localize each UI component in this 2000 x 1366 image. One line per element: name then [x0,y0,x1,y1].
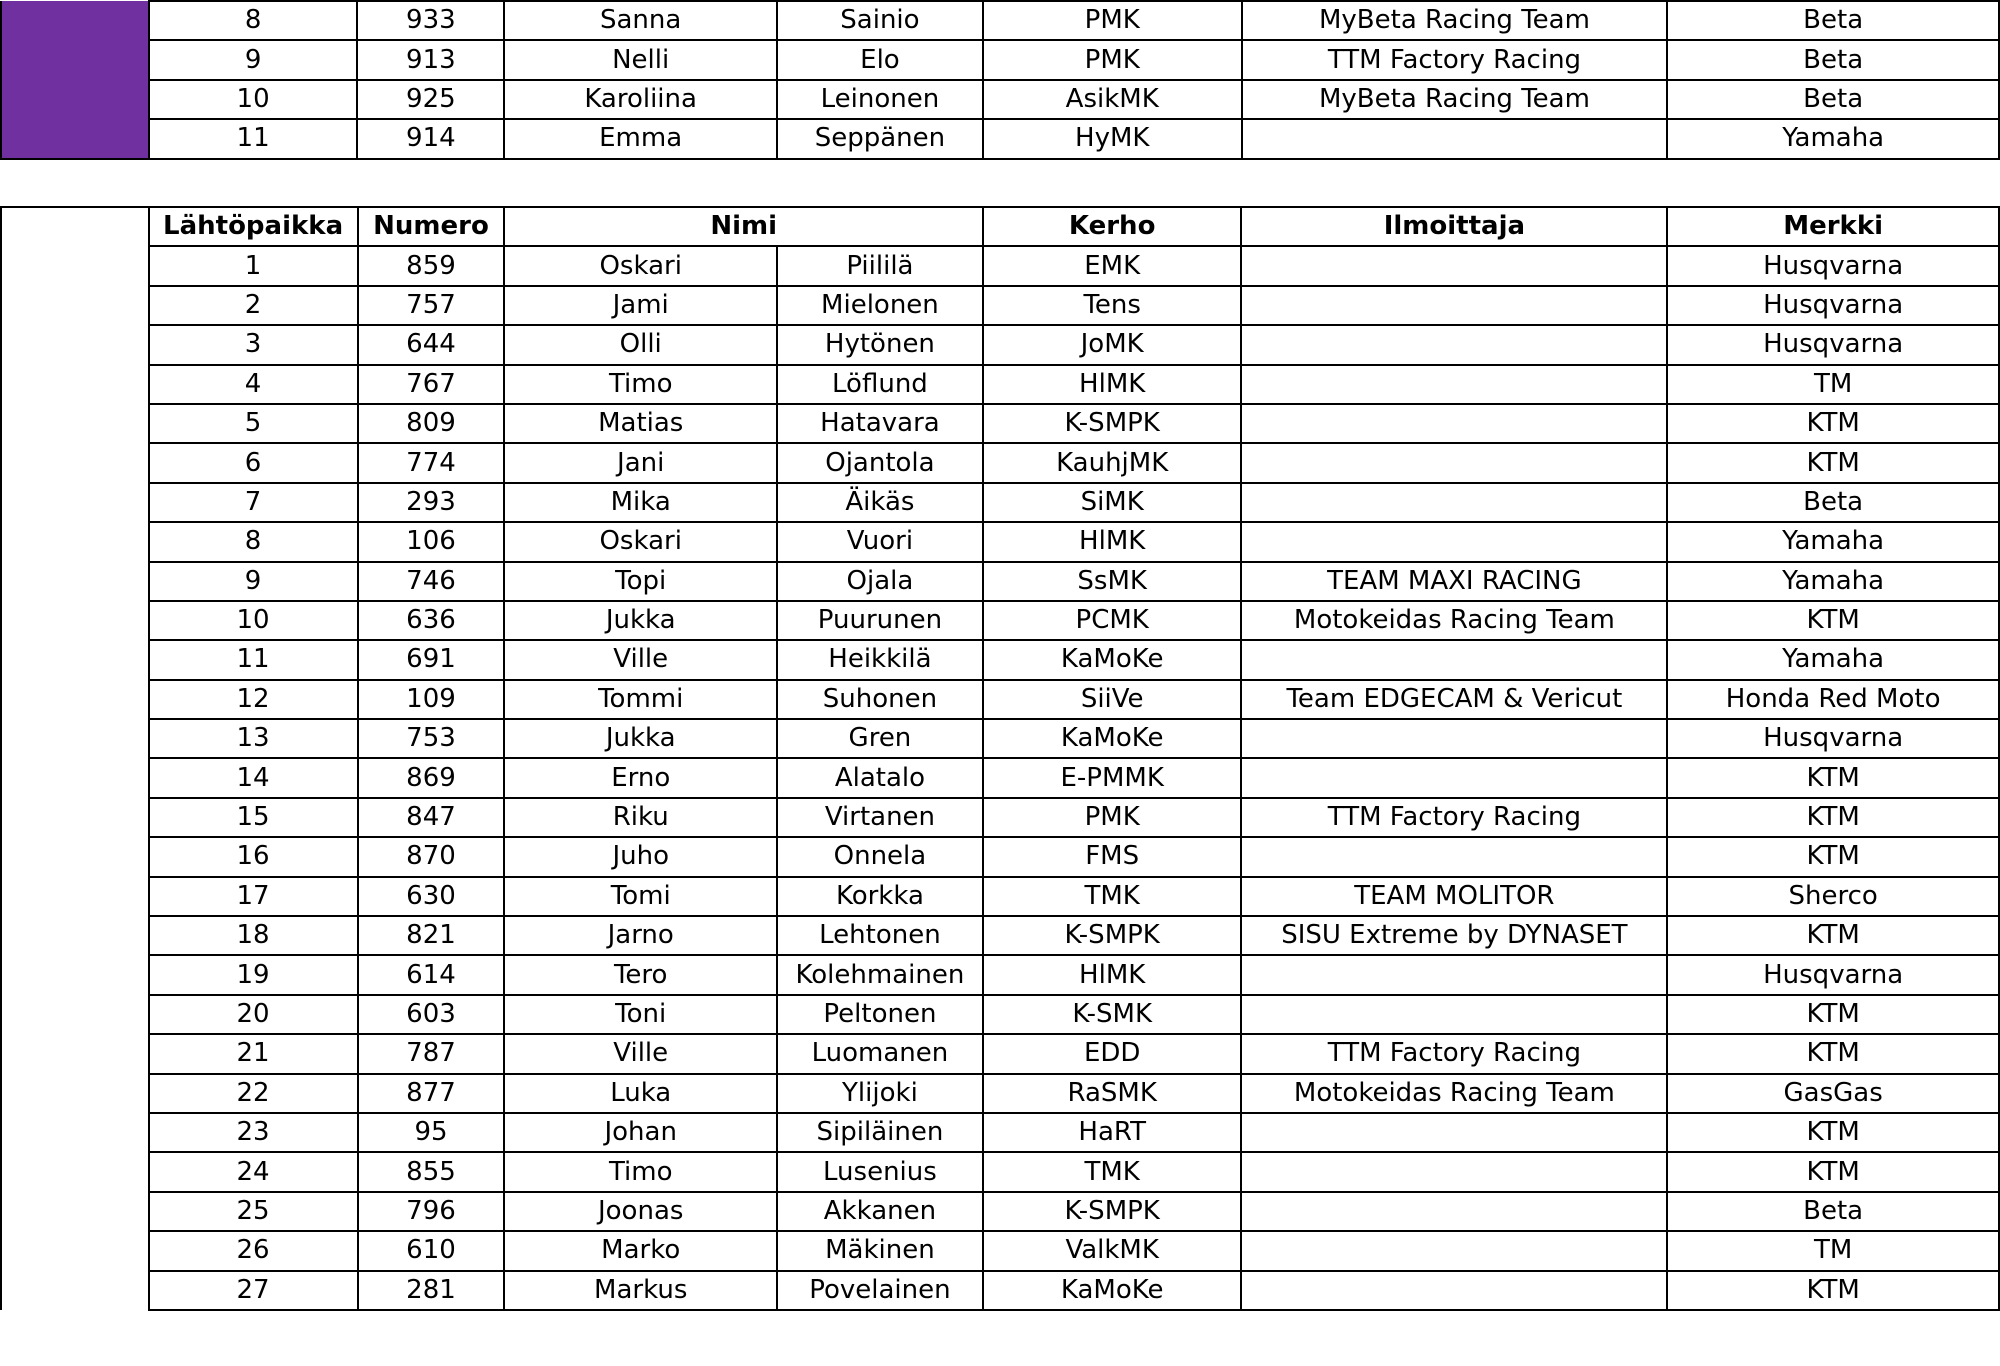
table-row [1,601,1999,640]
first-name-cell: Karoliina [504,80,777,119]
start-position-cell: 10 [149,80,358,119]
table-row [1,1113,1999,1152]
start-position-cell: 19 [149,955,358,994]
last-name-cell: Akkanen [777,1192,983,1231]
last-name-cell: Luomanen [777,1034,983,1073]
start-position-cell: 12 [149,680,358,719]
start-position-cell: 27 [149,1271,358,1310]
start-position-cell: 23 [149,1113,358,1152]
brand-cell: Beta [1667,80,1999,119]
table-row [1,1,1999,40]
table-row [1,1034,1999,1073]
number-cell: 746 [358,562,505,601]
brand-cell: KTM [1667,601,1999,640]
first-name-cell: Oskari [504,246,777,285]
club-cell: TMK [983,1152,1242,1191]
first-name-cell: Emma [504,119,777,158]
entrant-cell [1241,404,1667,443]
last-name-cell: Ojala [777,562,983,601]
brand-cell: KTM [1667,916,1999,955]
number-cell: 870 [358,837,505,876]
entrant-cell [1242,119,1668,158]
brand-cell: Yamaha [1667,562,1999,601]
entrant-cell [1241,522,1667,561]
brand-cell: KTM [1667,837,1999,876]
last-name-cell: Sainio [777,1,983,40]
last-name-cell: Hytönen [777,325,983,364]
table-row [1,758,1999,797]
entrant-cell: TEAM MOLITOR [1241,877,1667,916]
last-name-cell: Löflund [777,365,983,404]
side-column [1,207,149,1310]
last-name-cell: Alatalo [777,758,983,797]
start-position-cell: 18 [149,916,358,955]
brand-cell: KTM [1667,995,1999,1034]
header-name: Nimi [504,207,982,246]
brand-cell: Beta [1667,1,1999,40]
first-name-cell: Jani [504,443,777,482]
header-club: Kerho [983,207,1242,246]
table-row [1,286,1999,325]
club-cell: RaSMK [983,1074,1242,1113]
table-row [1,877,1999,916]
last-name-cell: Ojantola [777,443,983,482]
start-position-cell: 22 [149,1074,358,1113]
entrant-cell [1241,719,1667,758]
first-name-cell: Jami [504,286,777,325]
table-row [1,404,1999,443]
number-cell: 636 [358,601,505,640]
brand-cell: Yamaha [1667,522,1999,561]
number-cell: 933 [357,1,504,40]
first-name-cell: Nelli [504,40,777,79]
top-results-body [1,1,1999,159]
brand-cell: GasGas [1667,1074,1999,1113]
brand-cell: KTM [1667,1271,1999,1310]
last-name-cell: Puurunen [777,601,983,640]
number-cell: 855 [358,1152,505,1191]
brand-cell: KTM [1667,758,1999,797]
entrant-cell [1241,995,1667,1034]
entrant-cell [1241,483,1667,522]
start-position-cell: 9 [149,40,358,79]
club-cell: PMK [983,1,1242,40]
start-position-cell: 2 [149,286,358,325]
entrant-cell: TEAM MAXI RACING [1241,562,1667,601]
club-cell: K-SMK [983,995,1242,1034]
club-cell: KaMoKe [983,640,1242,679]
club-cell: HyMK [983,119,1242,158]
number-cell: 109 [358,680,505,719]
first-name-cell: Oskari [504,522,777,561]
first-name-cell: Ville [504,640,777,679]
entrant-cell [1241,1152,1667,1191]
club-cell: EDD [983,1034,1242,1073]
entrant-cell [1241,1231,1667,1270]
entrant-cell [1241,443,1667,482]
last-name-cell: Mäkinen [777,1231,983,1270]
last-name-cell: Äikäs [777,483,983,522]
brand-cell: Husqvarna [1667,325,1999,364]
table-row [1,365,1999,404]
start-position-cell: 8 [149,522,358,561]
start-position-cell: 24 [149,1152,358,1191]
first-name-cell: Timo [504,365,777,404]
club-cell: K-SMPK [983,1192,1242,1231]
last-name-cell: Leinonen [777,80,983,119]
first-name-cell: Erno [504,758,777,797]
table-row [1,640,1999,679]
first-name-cell: Tommi [504,680,777,719]
entrant-cell [1241,325,1667,364]
first-name-cell: Ville [504,1034,777,1073]
last-name-cell: Kolehmainen [777,955,983,994]
start-position-cell: 9 [149,562,358,601]
first-name-cell: Olli [504,325,777,364]
table-row [1,1231,1999,1270]
start-position-cell: 11 [149,119,358,158]
club-cell: FMS [983,837,1242,876]
last-name-cell: Hatavara [777,404,983,443]
number-cell: 796 [358,1192,505,1231]
table-row [1,1074,1999,1113]
entrant-cell [1241,955,1667,994]
table-row [1,483,1999,522]
brand-cell: Husqvarna [1667,246,1999,285]
brand-cell: Beta [1667,1192,1999,1231]
first-name-cell: Topi [504,562,777,601]
entrant-cell [1241,1271,1667,1310]
side-color-block [1,1,149,159]
club-cell: KaMoKe [983,1271,1242,1310]
table-row [1,995,1999,1034]
club-cell: PCMK [983,601,1242,640]
header-row [1,207,1999,246]
last-name-cell: Suhonen [777,680,983,719]
start-position-cell: 4 [149,365,358,404]
start-position-cell: 10 [149,601,358,640]
first-name-cell: Markus [504,1271,777,1310]
start-position-cell: 3 [149,325,358,364]
first-name-cell: Riku [504,798,777,837]
entrant-cell [1241,365,1667,404]
table-row [1,80,1999,119]
number-cell: 914 [357,119,504,158]
entrant-cell [1241,837,1667,876]
start-position-cell: 25 [149,1192,358,1231]
number-cell: 767 [358,365,505,404]
table-row [1,837,1999,876]
entrant-cell: Motokeidas Racing Team [1241,1074,1667,1113]
last-name-cell: Seppänen [777,119,983,158]
table-row [1,1271,1999,1310]
start-position-cell: 16 [149,837,358,876]
club-cell: HlMK [983,955,1242,994]
number-cell: 106 [358,522,505,561]
table-row [1,40,1999,79]
entrant-cell: Motokeidas Racing Team [1241,601,1667,640]
start-position-cell: 11 [149,640,358,679]
club-cell: K-SMPK [983,404,1242,443]
first-name-cell: Tero [504,955,777,994]
start-list-body [1,207,1999,1310]
number-cell: 787 [358,1034,505,1073]
first-name-cell: Matias [504,404,777,443]
club-cell: ValkMK [983,1231,1242,1270]
last-name-cell: Povelainen [777,1271,983,1310]
start-position-cell: 20 [149,995,358,1034]
start-position-cell: 13 [149,719,358,758]
first-name-cell: Marko [504,1231,777,1270]
brand-cell: KTM [1667,443,1999,482]
number-cell: 281 [358,1271,505,1310]
number-cell: 859 [358,246,505,285]
last-name-cell: Elo [777,40,983,79]
number-cell: 809 [358,404,505,443]
club-cell: SiiVe [983,680,1242,719]
entrant-cell: TTM Factory Racing [1241,798,1667,837]
number-cell: 603 [358,995,505,1034]
table-row [1,562,1999,601]
table-row [1,955,1999,994]
club-cell: TMK [983,877,1242,916]
number-cell: 877 [358,1074,505,1113]
club-cell: HlMK [983,522,1242,561]
last-name-cell: Peltonen [777,995,983,1034]
entrant-cell [1241,640,1667,679]
brand-cell: KTM [1667,798,1999,837]
entrant-cell: SISU Extreme by DYNASET [1241,916,1667,955]
club-cell: SsMK [983,562,1242,601]
first-name-cell: Juho [504,837,777,876]
start-position-cell: 14 [149,758,358,797]
number-cell: 610 [358,1231,505,1270]
last-name-cell: Ylijoki [777,1074,983,1113]
brand-cell: TM [1667,1231,1999,1270]
entrant-cell: TTM Factory Racing [1242,40,1668,79]
brand-cell: KTM [1667,1113,1999,1152]
brand-cell: TM [1667,365,1999,404]
entrant-cell: TTM Factory Racing [1241,1034,1667,1073]
club-cell: HaRT [983,1113,1242,1152]
table-row [1,443,1999,482]
table-row [1,680,1999,719]
brand-cell: Sherco [1667,877,1999,916]
entrant-cell [1241,246,1667,285]
first-name-cell: Jukka [504,601,777,640]
entrant-cell: Team EDGECAM & Vericut [1241,680,1667,719]
start-position-cell: 21 [149,1034,358,1073]
start-position-cell: 17 [149,877,358,916]
brand-cell: Honda Red Moto [1667,680,1999,719]
first-name-cell: Toni [504,995,777,1034]
club-cell: KaMoKe [983,719,1242,758]
brand-cell: KTM [1667,404,1999,443]
start-position-cell: 5 [149,404,358,443]
table-row [1,798,1999,837]
first-name-cell: Jarno [504,916,777,955]
first-name-cell: Mika [504,483,777,522]
number-cell: 95 [358,1113,505,1152]
brand-cell: Yamaha [1667,640,1999,679]
club-cell: Tens [983,286,1242,325]
entrant-cell: MyBeta Racing Team [1242,80,1668,119]
first-name-cell: Timo [504,1152,777,1191]
number-cell: 869 [358,758,505,797]
number-cell: 913 [357,40,504,79]
last-name-cell: Mielonen [777,286,983,325]
number-cell: 757 [358,286,505,325]
entrant-cell [1241,1113,1667,1152]
club-cell: KauhjMK [983,443,1242,482]
last-name-cell: Lehtonen [777,916,983,955]
first-name-cell: Tomi [504,877,777,916]
start-list-table [0,206,2000,1311]
club-cell: AsikMK [983,80,1242,119]
entrant-cell: MyBeta Racing Team [1242,1,1668,40]
header-entrant: Ilmoittaja [1241,207,1667,246]
entrant-cell [1241,1192,1667,1231]
last-name-cell: Onnela [777,837,983,876]
start-position-cell: 1 [149,246,358,285]
number-cell: 821 [358,916,505,955]
number-cell: 753 [358,719,505,758]
first-name-cell: Luka [504,1074,777,1113]
table-row [1,325,1999,364]
brand-cell: KTM [1667,1034,1999,1073]
header-brand: Merkki [1667,207,1999,246]
table-row [1,246,1999,285]
number-cell: 925 [357,80,504,119]
last-name-cell: Virtanen [777,798,983,837]
number-cell: 614 [358,955,505,994]
number-cell: 847 [358,798,505,837]
brand-cell: Beta [1667,40,1999,79]
first-name-cell: Joonas [504,1192,777,1231]
first-name-cell: Jukka [504,719,777,758]
club-cell: PMK [983,40,1242,79]
club-cell: PMK [983,798,1242,837]
entrant-cell [1241,758,1667,797]
header-start-position: Lähtöpaikka [149,207,358,246]
last-name-cell: Gren [777,719,983,758]
start-position-cell: 26 [149,1231,358,1270]
brand-cell: KTM [1667,1152,1999,1191]
brand-cell: Husqvarna [1667,286,1999,325]
brand-cell: Husqvarna [1667,955,1999,994]
number-cell: 644 [358,325,505,364]
club-cell: K-SMPK [983,916,1242,955]
first-name-cell: Sanna [504,1,777,40]
club-cell: JoMK [983,325,1242,364]
start-position-cell: 7 [149,483,358,522]
table-row [1,1152,1999,1191]
number-cell: 630 [358,877,505,916]
number-cell: 293 [358,483,505,522]
last-name-cell: Sipiläinen [777,1113,983,1152]
table-row [1,119,1999,158]
brand-cell: Husqvarna [1667,719,1999,758]
last-name-cell: Vuori [777,522,983,561]
last-name-cell: Lusenius [777,1152,983,1191]
table-row [1,719,1999,758]
top-results-table [0,0,2000,160]
table-row [1,522,1999,561]
start-position-cell: 6 [149,443,358,482]
number-cell: 774 [358,443,505,482]
table-row [1,1192,1999,1231]
club-cell: HlMK [983,365,1242,404]
table-row [1,916,1999,955]
club-cell: SiMK [983,483,1242,522]
first-name-cell: Johan [504,1113,777,1152]
start-position-cell: 8 [149,1,358,40]
brand-cell: Yamaha [1667,119,1999,158]
last-name-cell: Heikkilä [777,640,983,679]
start-position-cell: 15 [149,798,358,837]
brand-cell: Beta [1667,483,1999,522]
number-cell: 691 [358,640,505,679]
entrant-cell [1241,286,1667,325]
header-number: Numero [358,207,505,246]
last-name-cell: Piililä [777,246,983,285]
club-cell: EMK [983,246,1242,285]
club-cell: E-PMMK [983,758,1242,797]
last-name-cell: Korkka [777,877,983,916]
